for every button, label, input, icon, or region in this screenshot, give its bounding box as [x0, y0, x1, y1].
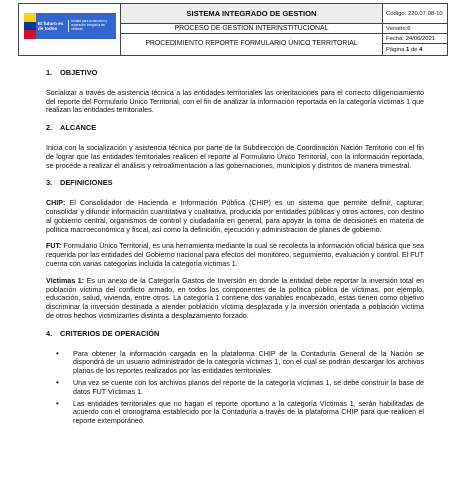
document-code: Código: 220.07.08-10 [383, 4, 447, 24]
list-item: • Una vez se cuente con los archivos planos del reporte de la categoría víctimas 1, se debe construir la base de datos FUT Víctimas 1. [56, 379, 424, 397]
header-center [121, 4, 383, 55]
section-heading-alcance: 2. ALCANCE [46, 123, 97, 133]
page-prefix: Página [386, 46, 405, 53]
header-meta [383, 4, 447, 55]
process-name: PROCESO DE GESTIÓN INTERINSTITUCIONAL [121, 24, 382, 34]
page-indicator [383, 44, 447, 55]
document-body [46, 60, 424, 429]
definition-victimas [46, 277, 424, 321]
section-heading-definiciones: 3. DEFINICIONES [46, 178, 113, 188]
fut-text: Formulario Único Territorial, es una herramienta mediante la cual se recolecta la información oficial básica que sea requerida por las entidades del Gobierno nacional para efectos del monitoreo, seguimiento, evaluación y control. El FUT cuenta con varias categorías incluida la categoría víctimas 1. [46, 242, 424, 268]
document-date: Fecha: 24/06/2021 [383, 34, 447, 44]
colombia-flag-icon [24, 13, 36, 39]
government-logo [24, 13, 116, 39]
objetivo-text: Socializar a través de asistencia técnica a las entidades territoriales las orientaciones para el correcto diligenciamiento del reporte del Formulario Único Territorial, con el fin de analizar la información reportada en la categoría víctimas 1 que realizan las entidades territoriales. [46, 88, 424, 115]
definition-fut [46, 242, 424, 268]
criterios-list [56, 350, 424, 426]
section-heading-criterios: 4. CRITERIOS DE OPERACIÓN [46, 328, 160, 338]
page-of: de [410, 46, 418, 53]
section-heading-objetivo: 1. OBJETIVO [46, 68, 98, 77]
procedure-name: PROCEDIMIENTO REPORTE FORMULARIO ÚNICO TERRITORIAL [145, 40, 358, 48]
logo-main-text: El futuro es de todos [38, 20, 64, 31]
victimas-term: Víctimas 1: [46, 276, 85, 285]
victimas-text: Es un anexo de la Categoría Gastos de Inversión en donde la entidad debe reportar la inversión total en población víctima del conflicto armado, en todos los componentes de la política pública de víctimas, por ejemplo, educación, salud, vivienda, entre otros. La categoría 1 contiene dos variables encabezado, estas tienen como objetivo discriminar la inversión destinada a atender población víctima desplazada y la inversión orientada a población víctima de otros hechos victimizantes distinta a desplazamiento forzado. [46, 276, 424, 320]
chip-text: El Consolidador de Hacienda e Información Pública (CHIP) es un sistema que permite definir, capturar, consolidar y difundir información cuantitativa y cualitativa, producida por entidades públicas y otros actores, con destino al gobierno central, organismos de control y ciudadanía en general, para apoyar la toma de decisiones en materia de política macroeconómica y fiscal, así como la definición, ejecución y administración de planes de gobierno. [46, 199, 424, 234]
fut-term: FUT: [46, 242, 62, 251]
logo-sub-text: Unidad para la atención y reparación integral a las víctimas [68, 20, 114, 32]
list-item: • Para obtener la información cargada en la plataforma CHIP de la Contaduría General de la Nación se dispondrá de un usuario administrador de la categoría víctimas 1, con el cual se podrán descargar los archivos planos de los reportes realizados por las entidades territoriales. [56, 350, 424, 376]
document-header [18, 3, 448, 56]
chip-term: CHIP: [46, 199, 66, 208]
page-current: 1 [405, 46, 410, 53]
page-total: 4 [419, 46, 423, 53]
document-version: Versión:6 [383, 24, 447, 34]
alcance-text: Inicia con la socialización y asistencia técnica por parte de la Subdirección de Coordinación Nación Territorio con el fin de lograr que las entidades territoriales realicen el reporte al Formulario Único Territorial, con la información reportada, se procede a realizar el análisis y retroalimentación a las gobernaciones, municipios y distritos de manera trimestral. [46, 143, 424, 170]
logo-cell [19, 4, 121, 55]
definition-chip [46, 199, 424, 234]
list-item: • Las entidades territoriales que no hagan el reporte oportuno a la categoría Víctimas 1, serán habilitadas de acuerdo con el cronograma establecido por la Contaduría a través de la plataforma CHIP para que realicen el reporte extemporáneo. [56, 400, 424, 426]
system-title: SISTEMA INTEGRADO DE GESTION [121, 4, 382, 24]
logo-banner [36, 13, 116, 39]
